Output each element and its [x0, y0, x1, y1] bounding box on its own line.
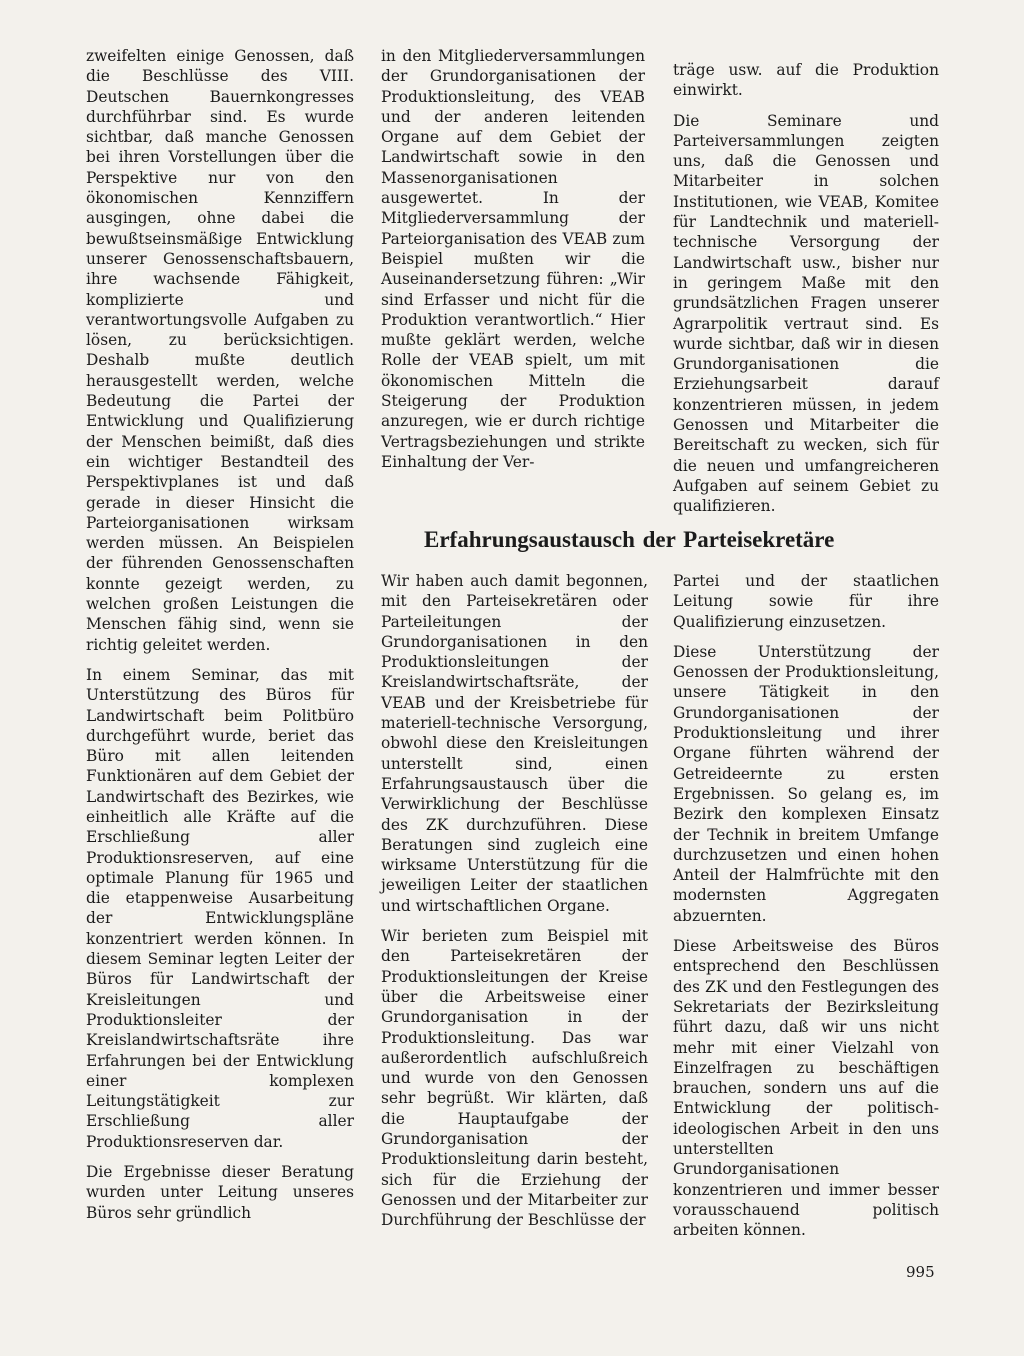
- text-column-right-bottom: [673, 571, 939, 1251]
- paragraph: Partei und der staatlichen Leitung sowie für ihre Qualifizierung einzusetzen.: [673, 572, 939, 631]
- paragraph: träge usw. auf die Produktion einwirkt.: [673, 61, 939, 100]
- text-column-left: [86, 46, 354, 1233]
- paragraph: Diese Arbeitsweise des Büros entsprechend den Beschlüssen des ZK und den Festlegungen des Sekretariats der Bezirksleitung führt dazu, daß wir uns nicht mehr mit einer Vielzahl von Einzelfragen zu beschäftigen brauchen, sondern uns auf die Entwicklung der politisch-ideologischen Arbeit in den uns unterstellten Grundorganisationen konzentrieren und immer besser vorausschauend politisch arbeiten können.: [673, 937, 939, 1240]
- paragraph: Diese Unterstützung der Genossen der Produktionsleitung, unsere Tätigkeit in den Grundorganisationen der Produktionsleitung und ihrer Organe führten während der Getreideernte zu ersten Ergebnissen. So gelang es, im Bezirk den komplexen Einsatz der Technik in breitem Umfange durchzusetzen und einen hohen Anteil der Halmfrüchte mit den modernsten Aggregaten abzuernten.: [673, 642, 939, 925]
- text-column-right-top: [673, 60, 939, 527]
- paragraph: Die Seminare und Parteiversammlungen zeigten uns, daß die Genossen und Mitarbeiter in solchen Institutionen, wie VEAB, Komitee für Landtechnik und materiell-technische Versorgung der Landwirtschaft usw., bisher nur in geringem Maße mit den grundsätzlichen Fragen unserer Agrarpolitik vertraut sind. Es wurde sichtbar, daß wir in diesen Grundorganisationen die Erziehungsarbeit darauf konzentrieren müssen, in jedem Genossen und Mitarbeiter die Bereitschaft zu wecken, sich für die neuen und umfangreicheren Aufgaben auf seinem Gebiet zu qualifizieren.: [673, 111, 939, 516]
- text-column-middle-top: [381, 46, 645, 482]
- section-heading: Erfahrungsaustausch der Parteisekretäre: [424, 527, 835, 552]
- paragraph: Wir berieten zum Beispiel mit den Parteisekretären der Produktionsleitungen der Kreise über die Arbeitsweise einer Grundorganisation in der Produktionsleitung. Das war außerordentlich aufschlußreich und wurde von den Genossen sehr begrüßt. Wir klärten, daß die Hauptaufgabe der Grundorganisation der Produktionsleitung darin besteht, sich für die Erziehung der Genossen und der Mitarbeiter zur Durchführung der Beschlüsse der: [381, 927, 648, 1230]
- paragraph: Wir haben auch damit begonnen, mit den Parteisekretären oder Parteileitungen der Grundorganisationen in den Produktionsleitungen der Kreislandwirtschaftsräte, der VEAB und der Kreisbetriebe für materiell-technische Versorgung, obwohl diese den Kreisleitungen unterstellt sind, einen Erfahrungsaustausch über die Verwirklichung der Beschlüsse des ZK durchzuführen. Diese Beratungen sind zugleich eine wirksame Unterstützung für die jeweiligen Leiter der staatlichen und wirtschaftlichen Organe.: [381, 572, 648, 915]
- paragraph: in den Mitgliederversammlungen der Grundorganisationen der Produktionsleitung, des VEAB und der anderen leitenden Organe auf dem Gebiet der Landwirtschaft sowie in den Massenorganisationen ausgewertet. In der Mitgliederversammlung der Parteiorganisation des VEAB zum Beispiel mußten wir die Auseinandersetzung führen: „Wir sind Erfasser und nicht für die Produktion verantwortlich.“ Hier mußte geklärt werden, welche Rolle der VEAB spielt, um mit ökonomischen Mitteln die Steigerung der Produktion anzuregen, wie er durch richtige Vertragsbeziehungen und strikte Einhaltung der Ver-: [381, 47, 645, 471]
- page-number: 995: [906, 1263, 935, 1281]
- paragraph: In einem Seminar, das mit Unterstützung des Büros für Landwirtschaft beim Politbüro durchgeführt wurde, beriet das Büro mit allen leitenden Funktionären auf dem Gebiet der Landwirtschaft des Bezirkes, wie einheitlich alle Kräfte auf die Erschließung aller Produktionsreserven, auf eine optimale Planung für 1965 und die etappenweise Ausarbeitung der Entwicklungspläne konzentriert werden können. In diesem Seminar legten Leiter der Büros für Landwirtschaft der Kreisleitungen und Produktionsleiter der Kreislandwirtschaftsräte ihre Erfahrungen bei der Entwicklung einer komplexen Leitungstätigkeit zur Erschließung aller Produktionsreserven dar.: [86, 665, 354, 1151]
- paragraph: zweifelten einige Genossen, daß die Beschlüsse des VIII. Deutschen Bauernkongresses durchführbar sind. Es wurde sichtbar, daß manche Genossen bei ihren Vorstellungen über die Perspektive nur von den ökonomischen Kennziffern ausgingen, ohne dabei die bewußtseinsmäßige Entwicklung unserer Genossenschaftsbauern, ihre wachsende Fähigkeit, komplizierte und verantwortungsvolle Aufgaben zu lösen, zu berücksichtigen. Deshalb mußte deutlich herausgestellt werden, welche Bedeutung die Partei der Entwicklung und Qualifizierung der Menschen beimißt, daß dies ein wichtiger Bestandteil des Perspektivplanes ist und daß gerade in dieser Hinsicht die Parteiorganisationen wirksam werden müssen. An Beispielen der führenden Genossenschaften konnte gezeigt werden, zu welchen großen Leistungen die Menschen fähig sind, wenn sie richtig geleitet werden.: [86, 47, 354, 654]
- text-column-middle-bottom: [381, 571, 648, 1241]
- paragraph: Die Ergebnisse dieser Beratung wurden unter Leitung unseres Büros sehr gründlich: [86, 1163, 354, 1222]
